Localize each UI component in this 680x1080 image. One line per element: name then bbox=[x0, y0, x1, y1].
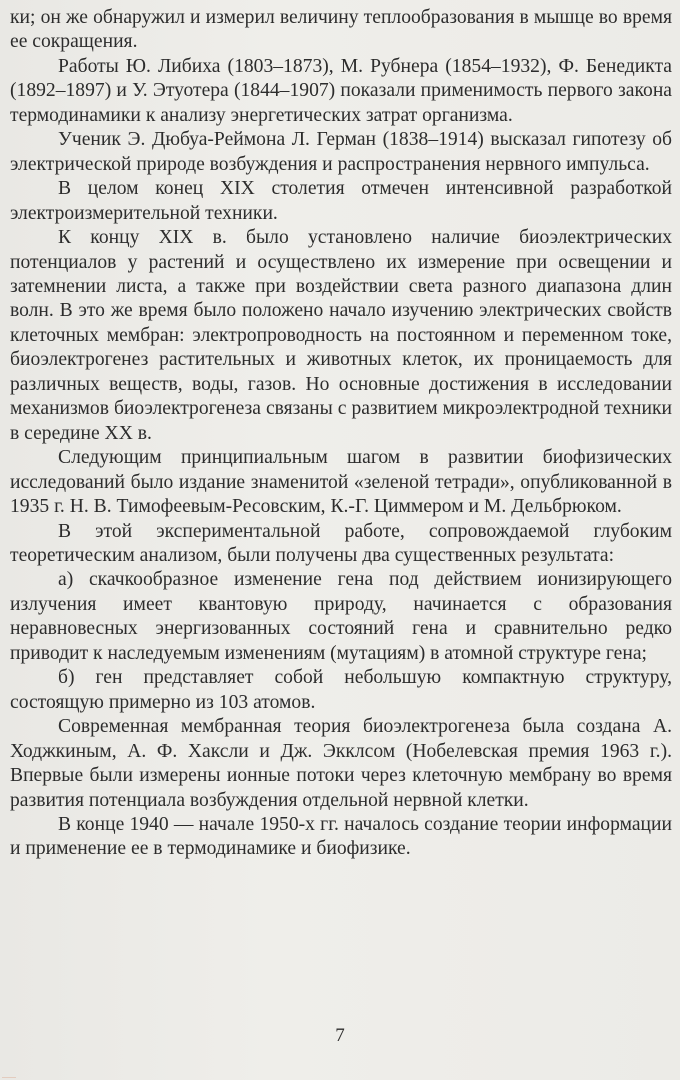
paragraph: Следующим принципиальным шагом в развитии биофизических исследований было издание знаменитой «зеленой тетради», опубликованной в 1935 г. Н. В. Тимофеевым-Ресовским, К.-Г. Циммером и М. Дельбрюком. bbox=[10, 447, 672, 518]
list-item-b: б) ген представляет собой небольшую компактную структуру, состоящую примерно из 103 атомов. bbox=[10, 667, 672, 713]
paragraph: В конце 1940 — начале 1950-х гг. началось создание теории информации и применение ее в термодинамике и биофизике. bbox=[10, 813, 672, 860]
paragraph: ки; он же обнаружил и измерил величину теплообразования в мышце во время ее сокращения. bbox=[10, 7, 672, 53]
page-text bbox=[10, 6, 672, 862]
scan-corner-mark bbox=[2, 1071, 16, 1078]
paragraph: Работы Ю. Либиха (1803–1873), М. Рубнера (1854–1932), Ф. Бенедикта (1892–1897) и У. Этуотера (1844–1907) показали применимость первого закона термодинамики к анализу энергетических затрат организма. bbox=[10, 55, 672, 126]
list-item-a: а) скачкообразное изменение гена под действием ионизирующего излучения имеет квантовую природу, начинается с образования неравновесных энергизованных состояний гена и сравнительно редко приводит к наследуемым изменениям (мутациям) в атомной структуре гена; bbox=[10, 569, 672, 664]
paragraph: К концу XIX в. было установлено наличие биоэлектрических потенциалов у растений и осуществлено их измерение при освещении и затемнении листа, а также при воздействии света разного диапазона длин волн. В это же время было положено начало изучению электрических свойств клеточных мембран: электропроводность на постоянном и переменном токе, биоэлектрогенез растительных и животных клеток, их проницаемость для различных веществ, воды, газов. Но основные достижения в исследовании механизмов биоэлектрогенеза связаны с развитием микроэлектродной техники в середине XX в. bbox=[10, 227, 672, 444]
paragraph: В этой экспериментальной работе, сопровождаемой глубоким теоретическим анализом, были получены два существенных результата: bbox=[10, 520, 672, 566]
paragraph: Современная мембранная теория биоэлектрогенеза была создана А. Ходжкиным, А. Ф. Хаксли и Дж. Экклсом (Нобелевская премия 1963 г.). Впервые были измерены ионные потоки через клеточную мембрану во время развития потенциала возбуждения отдельной нервной клетки. bbox=[10, 716, 672, 811]
paragraph: В целом конец XIX столетия отмечен интенсивной разработкой электроизмерительной техники. bbox=[10, 178, 672, 224]
paragraph: Ученик Э. Дюбуа-Реймона Л. Герман (1838–1914) высказал гипотезу об электрической природе возбуждения и распространения нервного импульса. bbox=[10, 129, 672, 175]
page-number: 7 bbox=[335, 1025, 345, 1046]
